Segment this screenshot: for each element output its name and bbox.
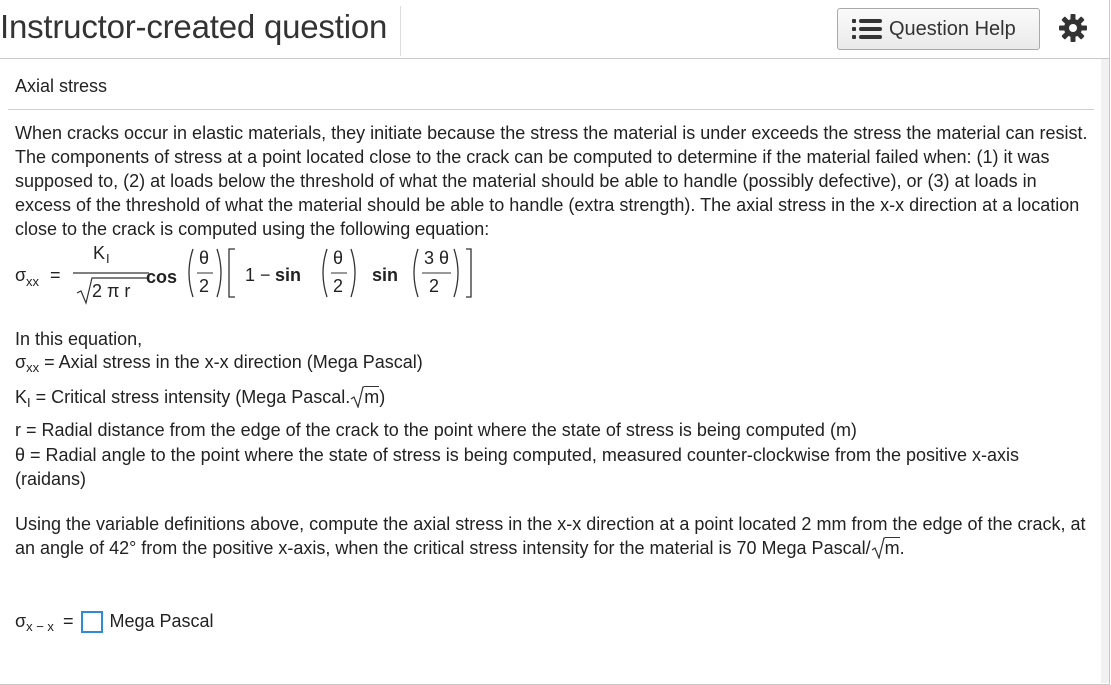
def-r: r = Radial distance from the edge of the crack to the point where the state of stress is being computed (m)	[15, 420, 857, 440]
eq-cos: cos	[146, 267, 178, 287]
eq-denominator: 2 π r	[92, 281, 131, 301]
gear-icon[interactable]	[1058, 13, 1088, 43]
def-k-sqrt-m: m	[364, 387, 380, 407]
sqrt-sign	[350, 386, 364, 408]
section-title: Axial stress	[15, 76, 108, 96]
answer-row	[15, 611, 214, 634]
problem-intro: When cracks occur in elastic materials, they initiate because the stress the material is under exceeds the stress the material can resist. The components of stress at a point located close to the crack can be computed to determine if the material failed when: (1) it was supposed to, (2) at loads below the threshold of what the material should be able to handle (possibly defective), or (3) at loads in excess of the threshold of what the material should be able to handle (extra strength). The axial stress in the x-x direction at a location close to the crack is computed using the following equation:	[15, 123, 1088, 239]
eq-three-theta: 3 θ	[424, 248, 450, 268]
answer-input[interactable]	[81, 611, 103, 633]
question-text-main: Using the variable definitions above, compute the axial stress in the x-x direction at a point located 2 mm from the edge of the crack, at an angle of 42° from the positive x-axis, when the critical stress intensity for the material is 70 Mega Pascal/	[15, 514, 1086, 558]
eq-equals: =	[50, 265, 61, 285]
eq-lhs-sub: xx	[26, 274, 39, 289]
eq-numerator-sub: I	[106, 251, 110, 266]
question-help-button[interactable]	[837, 8, 1040, 50]
question-sqrt-m: m	[884, 538, 900, 558]
answer-sub: x − x	[26, 619, 54, 634]
title-divider	[400, 6, 401, 56]
question-end: .	[899, 538, 905, 558]
def-k-sqrt	[350, 386, 379, 408]
header-bar	[0, 0, 1109, 59]
defs-intro: In this equation,	[15, 329, 143, 349]
def-sigma-symbol: σ	[15, 352, 27, 372]
eq-sin-2: sin	[372, 265, 399, 285]
eq-lhs-symbol: σ	[15, 265, 27, 285]
def-sigma	[15, 352, 423, 375]
stress-equation	[15, 243, 515, 303]
scrollbar[interactable]	[1101, 59, 1109, 683]
def-theta: θ = Radial angle to the point where the state of stress is being computed, measured counter-clockwise from the positive x-axis (raidans)	[15, 445, 1020, 489]
eq-numerator: K	[93, 243, 106, 263]
answer-symbol: σ	[15, 611, 27, 631]
eq-one-minus: 1 −	[245, 265, 271, 285]
eq-theta-2: θ	[333, 248, 344, 268]
question-help-label: Question Help	[889, 17, 1016, 40]
eq-two-1: 2	[199, 276, 210, 296]
question-text	[15, 512, 1090, 560]
list-icon	[852, 17, 882, 41]
section-divider	[8, 109, 1094, 110]
def-k-close: )	[379, 387, 386, 407]
def-k-text: = Critical stress intensity (Mega Pascal.	[30, 387, 351, 407]
def-sigma-sub: xx	[26, 360, 40, 375]
eq-two-2: 2	[333, 276, 344, 296]
def-sigma-text: = Axial stress in the x-x direction (Mega Pascal)	[39, 352, 423, 372]
def-k-sub: I	[27, 395, 31, 410]
eq-sin-1: sin	[275, 265, 302, 285]
page-title: Instructor-created question	[0, 8, 388, 45]
def-k-symbol: K	[15, 387, 28, 407]
answer-equals: =	[62, 611, 74, 631]
sqrt-sign	[871, 537, 885, 559]
def-k	[15, 386, 385, 410]
answer-unit: Mega Pascal	[109, 611, 214, 631]
eq-theta-1: θ	[199, 248, 210, 268]
eq-two-3: 2	[429, 276, 440, 296]
question-sqrt	[871, 536, 900, 560]
